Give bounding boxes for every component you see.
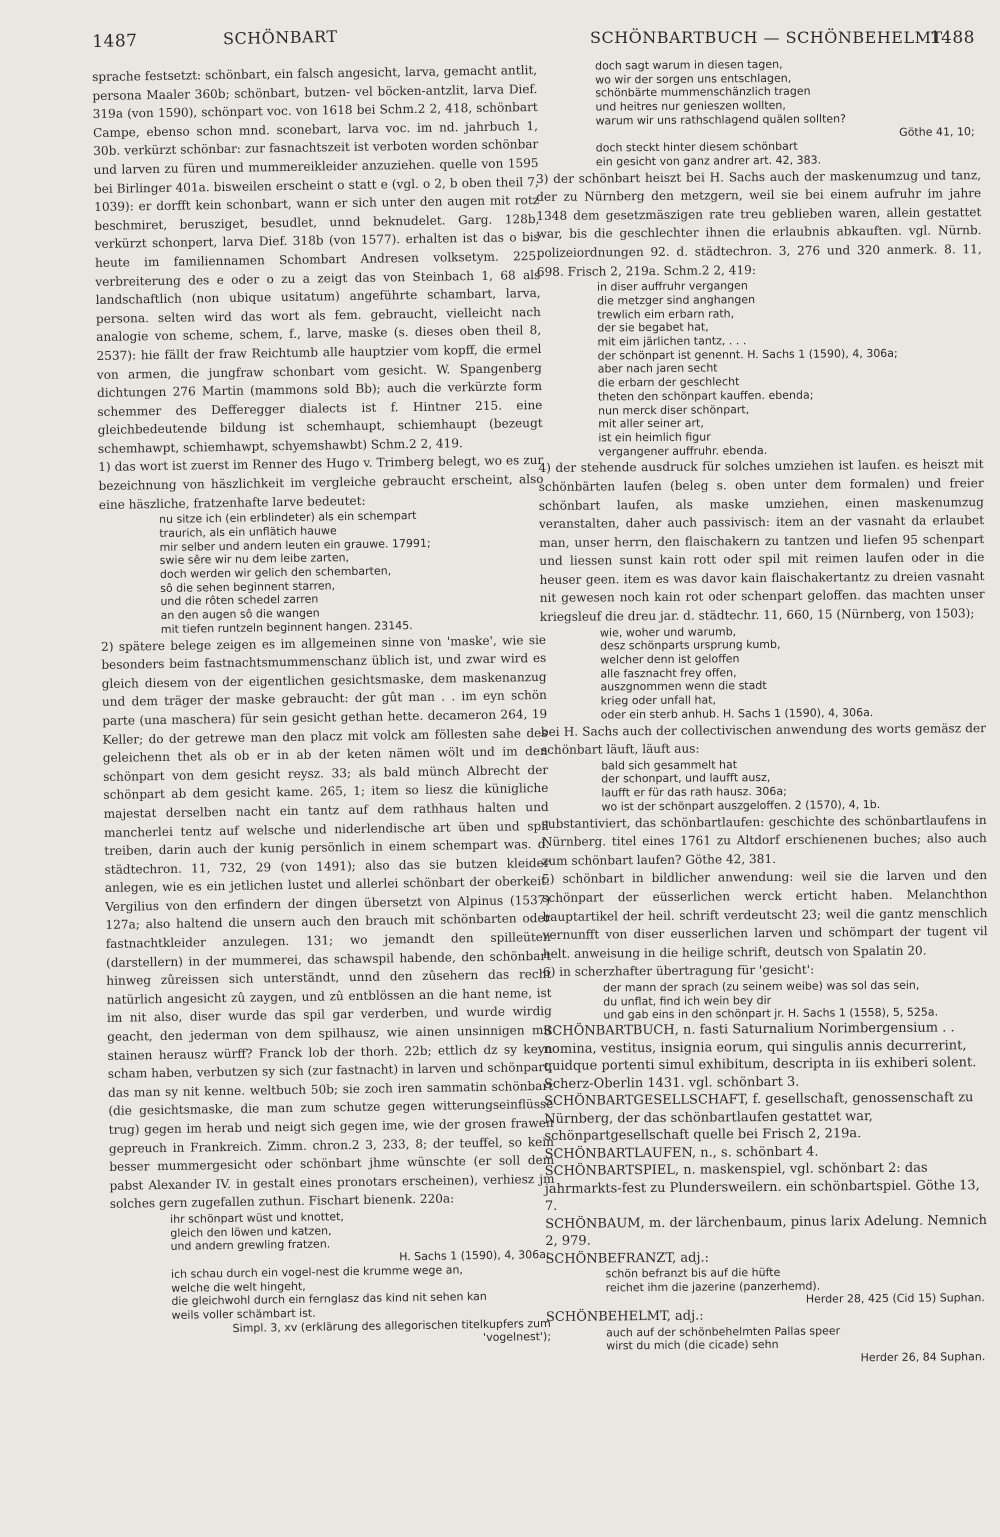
right-dictionary-entry: SCHÖNBARTBUCH, n. fasti Saturnalium Norimbergensium . . nomina, vestitus, insignia eorum, qui singulis annis decurrerint, quidque portenti simul exhibitum, descripta in iis exhiberi solent. Scherz-Oberlin 1431. vgl. schönbart 3. <box>543 1020 977 1092</box>
right-dictionary-entry: SCHÖNBARTSPIEL, n. maskenspiel, vgl. schönbart 2: das jahrmarkts-fest zu Plundersweilern. ein schönbartspiel. Göthe 13, 7. <box>544 1160 980 1215</box>
right-dictionary-entry: SCHÖNBEHELMT, adj.: <box>545 1308 704 1326</box>
right-verse-line: schönbärte mummenschänzlich tragen <box>595 85 811 100</box>
left-paragraph: sprache festsetzt: schönbart, ein falsch angesicht, larva, gemacht antlit, persona Maaler 360b; schönbart, butzen- vel böcken-antzlit, larva Dief. 319a (von 1590), schönpart voc. von 1618 bei Schm.2 2, 418, schönbart Campe, ebenso schon mnd. sconebart, larva voc. im nd. jahrbuch 1, 30b. verkürzt schönbar: zur fasnachtszeit ist verboten worden schönbar und larven zu füren und mummereikleider anzuziehen. quelle von 1595 bei Birlinger 401a. bisweilen erscheint o statt e (vgl. o 2, b oben theil 7, 1039): er dorfft kein schonbart, wann er sich unter den augen mit rotz beschmiret, berusziget, besudlet, unnd beknudelet. Garg. 128b, verkürzt schonpert, larva Dief. 318b (von 1577). erhalten ist das o bis heute im familiennamen Schombart Andresen volksetym. 225. verbreiterung des e oder o zu a zeigt das von Steinbach 1, 68 als landschaftlich (non ubique usitatum) angeführte schambart, larva, persona. selten wird das wort als fem. gebraucht, vielleicht nach analogie von scheme, schem, f., larve, maske (s. dieses oben theil 8, 2537): hie fällt der fraw Reichtumb alle hauptzier vom kopff, die ermel von armen, die jungfraw schonbart vom gesicht. W. Spangenberg dichtungen 276 Martin (mammons sold Bb); auch die verkürzte form schemmer des Defferegger dialects ist f. Hintner 215. eine gleichbedeutende bildung ist schemhaupt, schiemhaupt (bezeugt schemhawpt, schiemhawpt, schyemshawbt) Schm.2 2, 419. <box>92 63 543 456</box>
right-running-title: SCHÖNBARTBUCH — SCHÖNBEHELMT <box>590 28 943 47</box>
right-verse-line: schön befranzt bis auf die hüfte <box>605 1265 781 1281</box>
right-verse-line: auch auf der schönbehelmten Pallas speer <box>606 1324 841 1340</box>
right-verse-line: wo wir der sorgen uns entschlagen, <box>595 71 792 87</box>
right-verse-line: ist ein heimlich figur <box>598 430 711 445</box>
right-verse-line: laufft er für das rath hausz. 306a; <box>601 785 787 800</box>
right-verse-line: der schonpart, und laufft ausz, <box>601 771 771 786</box>
left-citation: H. Sachs 1 (1590), 4, 306a; <box>399 1248 550 1264</box>
right-verse-line: welcher denn ist geloffen <box>600 652 740 667</box>
right-verse-line: wo ist der schönpart auszgeloffen. 2 (1570), 4, 1b. <box>601 797 881 814</box>
right-verse-line: wirst du mich (die cicade) sehn <box>606 1338 779 1353</box>
left-paragraph: 1) das wort ist zuerst im Renner des Hugo v. Trimberg belegt, wo es zur bezeichnung von häszlichkeit im vergleiche gebraucht erscheint, also eine häszliche, fratzenhafte larve bedeutet: <box>98 453 544 512</box>
right-verse-line: und heitres nur genieszen wollten, <box>595 98 786 114</box>
right-citation: Herder 28, 425 (Cid 15) Suphan. <box>805 1291 985 1307</box>
right-verse-line: doch steckt hinter diesem schönbart <box>595 139 798 155</box>
right-dictionary-entry: SCHÖNBARTLAUFEN, n., s. schönbart 4. <box>544 1144 819 1162</box>
left-verse-line: sô die sehen beginnent starren, <box>160 579 336 595</box>
right-header <box>590 28 975 47</box>
left-header <box>92 23 542 52</box>
right-verse-line: reichet ihm die jazerine (panzerhemd). <box>605 1279 821 1295</box>
right-verse-line: der schönpart ist genennt. H. Sachs 1 (1590), 4, 306a; <box>597 346 898 363</box>
right-verse-line: ein gesicht von ganz andrer art. 42, 383. <box>595 153 822 169</box>
right-paragraph: 3) der schönbart heiszt bei H. Sachs auch der maskenumzug und tanz, der zu Nürnberg den metzgern, weil sie bei einem aufruhr im jahre 1348 dem gesetzmäszigen rate treu geblieben waren, allein gestattet war, bis die geschlechter ihnen die erlaubnis abkauften. vgl. Nürnb. polizeiordnungen 92. d. städtechron. 3, 276 und 320 anmerk. 8. 11, 698. Frisch 2, 219a. Schm.2 2, 419: <box>535 167 982 279</box>
right-verse-line: der mann der sprach (zu seinem weibe) was sol das sein, <box>603 978 920 995</box>
left-verse-line: weils voller schämbart ist. <box>171 1306 316 1322</box>
right-verse-line: auszgnommen wenn die stadt <box>600 679 767 694</box>
right-verse-line: doch sagt warum in diesen tagen, <box>594 57 783 73</box>
left-verse-line: mit tiefen runtzeln beginnent hangen. 23145. <box>160 618 413 636</box>
right-verse-line: alle fasznacht frey offen, <box>600 666 737 681</box>
left-verse-line: ich schau durch ein vogel-nest die krumme wege an, <box>170 1263 463 1281</box>
right-verse-line: in diser auffruhr vergangen <box>596 279 748 294</box>
left-verse-line: gleich den löwen und katzen, <box>170 1224 332 1240</box>
left-column <box>92 61 557 1351</box>
right-verse-line: mit aller seiner art, <box>598 416 704 431</box>
right-verse-line: wie, woher und warumb, <box>599 624 737 640</box>
left-verse-line: welche die welt hingeht, <box>171 1279 306 1295</box>
left-verse-line: ihr schönpart wüst und knottet, <box>169 1210 344 1226</box>
right-verse-line: mit eim järlichen tantz, . . . <box>597 334 747 349</box>
left-verse-line: an den augen sô die wangen <box>160 606 320 623</box>
left-page-number: 1487 <box>92 31 138 52</box>
right-verse-line: du unflat, find ich wein bey dir <box>603 993 772 1009</box>
left-verse-line: doch werden wir gelich den schembarten, <box>159 564 392 582</box>
right-citation: Göthe 41, 10; <box>899 124 975 139</box>
right-verse-line: aber nach jaren secht <box>597 361 718 376</box>
right-verse-line: bald sich gesammelt hat <box>601 758 738 773</box>
left-verse-line: die gleichwohl durch ein fernglasz das kind nit sehen kan <box>171 1290 487 1309</box>
right-citation: Herder 26, 84 Suphan. <box>860 1350 986 1365</box>
right-verse-line: theten den schönpart kauffen. ebenda; <box>597 388 814 404</box>
right-verse-line: die metzger sind anghangen <box>597 292 756 308</box>
left-verse-line: nu sitze ich (ein erblindeter) als ein schempart <box>159 509 417 527</box>
right-paragraph: 6) in scherzhafter übertragung für 'gesicht': <box>542 962 815 980</box>
right-verse-line: nun merck diser schönpart, <box>598 402 750 417</box>
right-paragraph: substantiviert, das schönbartlaufen: geschichte des schönbartlaufens in Nürnberg. titel eines 1761 zu Altdorf erschienenen buches; also auch zum schönbart laufen? Göthe 42, 381. <box>541 812 987 868</box>
right-verse-line: vergangener auffruhr. ebenda. <box>598 443 768 459</box>
left-verse-line: traurich, als ein unflätich hauwe <box>159 524 337 540</box>
right-dictionary-entry: SCHÖNBEFRANZT, adj.: <box>545 1250 710 1267</box>
right-verse-line: oder ein sterb anhub. H. Sachs 1 (1590), 4, 306a. <box>600 705 874 722</box>
right-dictionary-entry: SCHÖNBARTGESELLSCHAFT, f. gesellschaft, genossenschaft zu Nürnberg, der das schönbartlaufen gestattet war, schönpartgesellschaft quelle bei Frisch 2, 219a. <box>544 1090 974 1145</box>
left-paragraph: 2) spätere belege zeigen es im allgemeinen sinne von 'maske', wie sie besonders beim fastnachtsmummenschanz üblich ist, und zwar wird es gleich diesem von der eigentlichen gesichtsmaske, dem maskenanzug und dem träger der maske gebraucht: der gût man . . im eyn schön parte (una maschera) für sein gesicht gethan hette. decameron 264, 19 Keller; do der getrewe man den placz mit volck am föllesten sahe des geleichenn thet als ob er in ab der keten nämen wölt und im den schönpart von dem gesicht reysz. 33; als bald münch Albrecht der schönpart ab dem gesicht kame. 265, 1; item so liesz die künigliche majestat derselben nacht ein tantz auf dem rathhaus halten und mancherlei tentz auf welsche und niderlendische art üben und spil treiben, darin auch der kunig persönlich in einem schempart was. d. städtechron. 11, 732, 29 (von 1491); also das sie butzen kleider anlegen, wie es ein jetlichen lustet und allerlei schönbart der oberkeit. Vergilius von den erfindern der dingen übersetzt von Alpinus (1537) 127a; also haltend die unsern auch den brauch mit schönbarten oder fastnachtkleider anzulegen. 131; wo jemandt den spilleüten (darstellern) in der mummerei, das schawspil habende, den schönbart hinweg zûreissen sich unterständt, unnd den zûsehern das recht natürlich angesicht zû zaygen, und zû entblössen an die hant neme, ist im nit also, diser wurde das spil gar verderben, und wurde wirdig geacht, den jederman von dem spilhausz, wie ainen unsinnigen mit stainen herausz würff? Franck lob der thorh. 22b; ettlich dz sy keyn scham haben, verbutzen sy sich (zur fastnacht) in larven und schönpart, das man sy nit kenne. weltbuch 50b; sie zoch iren sammatin schönbart (die gesichtsmaske, die man zum schutze gegen witterungseinflüsse trug) gegen im herab und neigt sich gegen ime, wie der grosen frawen gepreuch in Frankreich. Zimm. chron.2 3, 233, 8; der teuffel, so kein besser mummergesicht oder schönbart jhme wünschte (er soll dem pabst Alexander IV. in gestalt eines pronotars erscheinen), verhiesz jm solches gern zugefallen zuthun. Fischart bienenk. 220a: <box>100 632 555 1212</box>
left-verse-line: swie sêre wir nu dem leibe zarten, <box>159 551 350 568</box>
right-verse-line: trewlich eim erbarn rath, <box>597 306 735 322</box>
left-verse-line: und andern grewling fratzen. <box>170 1237 331 1254</box>
left-verse-line: und die rôten schedel zarren <box>160 592 319 609</box>
right-paragraph: 4) der stehende ausdruck für solches umziehen ist laufen. es heiszt mit schönbärten laufen (beleg s. oben unter dem formalen) und freier schönbart laufen, als maske umziehen, einen maskenumzug veranstalten, daher auch passivisch: item an der vasnaht da erlaubet man, unser herrn, den flaischakern zu tantzen und liefen 95 schenpart und liessen sunst kain rott oder spil mit reimen laufen oder in die heuser geen. item es was davor kain flaischakertantz zu dreien vasnaht nit gewesen noch kain rot oder schenpart geloffen. das machten unser kriegsleuf die dreu jar. d. städtechr. 11, 660, 15 (Nürnberg, von 1503); <box>538 457 985 625</box>
left-running-title: SCHÖNBART <box>222 26 338 49</box>
right-paragraph: bei H. Sachs auch der collectivischen anwendung des worts gemäsz der schönbart läuft, läuft aus: <box>540 720 986 758</box>
right-verse-line: desz schönparts ursprung kumb, <box>600 638 781 653</box>
right-verse-line: und gab eins in den schönpart jr. H. Sachs 1 (1558), 5, 525a. <box>603 1005 939 1022</box>
left-verse-line: mir selber und andern leuten ein grauwe. 17991; <box>159 536 431 554</box>
right-paragraph: 5) schönbart in bildlicher anwendung: weil sie die larven und den schönpart der eüsserlichen werck erticht haben. Melanchthon hauptartikel der heil. schrift verdeutscht 23; weil die gantz menschlich vernunfft von diser eusserlichen larven und schömpart der tugent vil helt. anweisung in die heilige schrift, deutsch von Spalatin 20. <box>542 868 988 961</box>
right-column <box>535 56 991 1368</box>
right-verse-line: der sie begabet hat, <box>597 320 709 335</box>
right-verse-line: warum wir uns rathschlagend quälen sollten? <box>595 112 847 128</box>
right-verse-line: die erbarn der geschlecht <box>597 375 740 390</box>
left-citation: Simpl. 3, xv (erklärung des allegorischen titelkupfers zum 'vogelnest'); <box>232 1316 552 1345</box>
right-dictionary-entry: SCHÖNBAUM, m. der lärchenbaum, pinus larix Adelung. Nemnich 2, 979. <box>545 1212 987 1250</box>
right-page-number: 1488 <box>929 28 975 48</box>
right-verse-line: krieg oder unfall hat, <box>600 693 717 708</box>
